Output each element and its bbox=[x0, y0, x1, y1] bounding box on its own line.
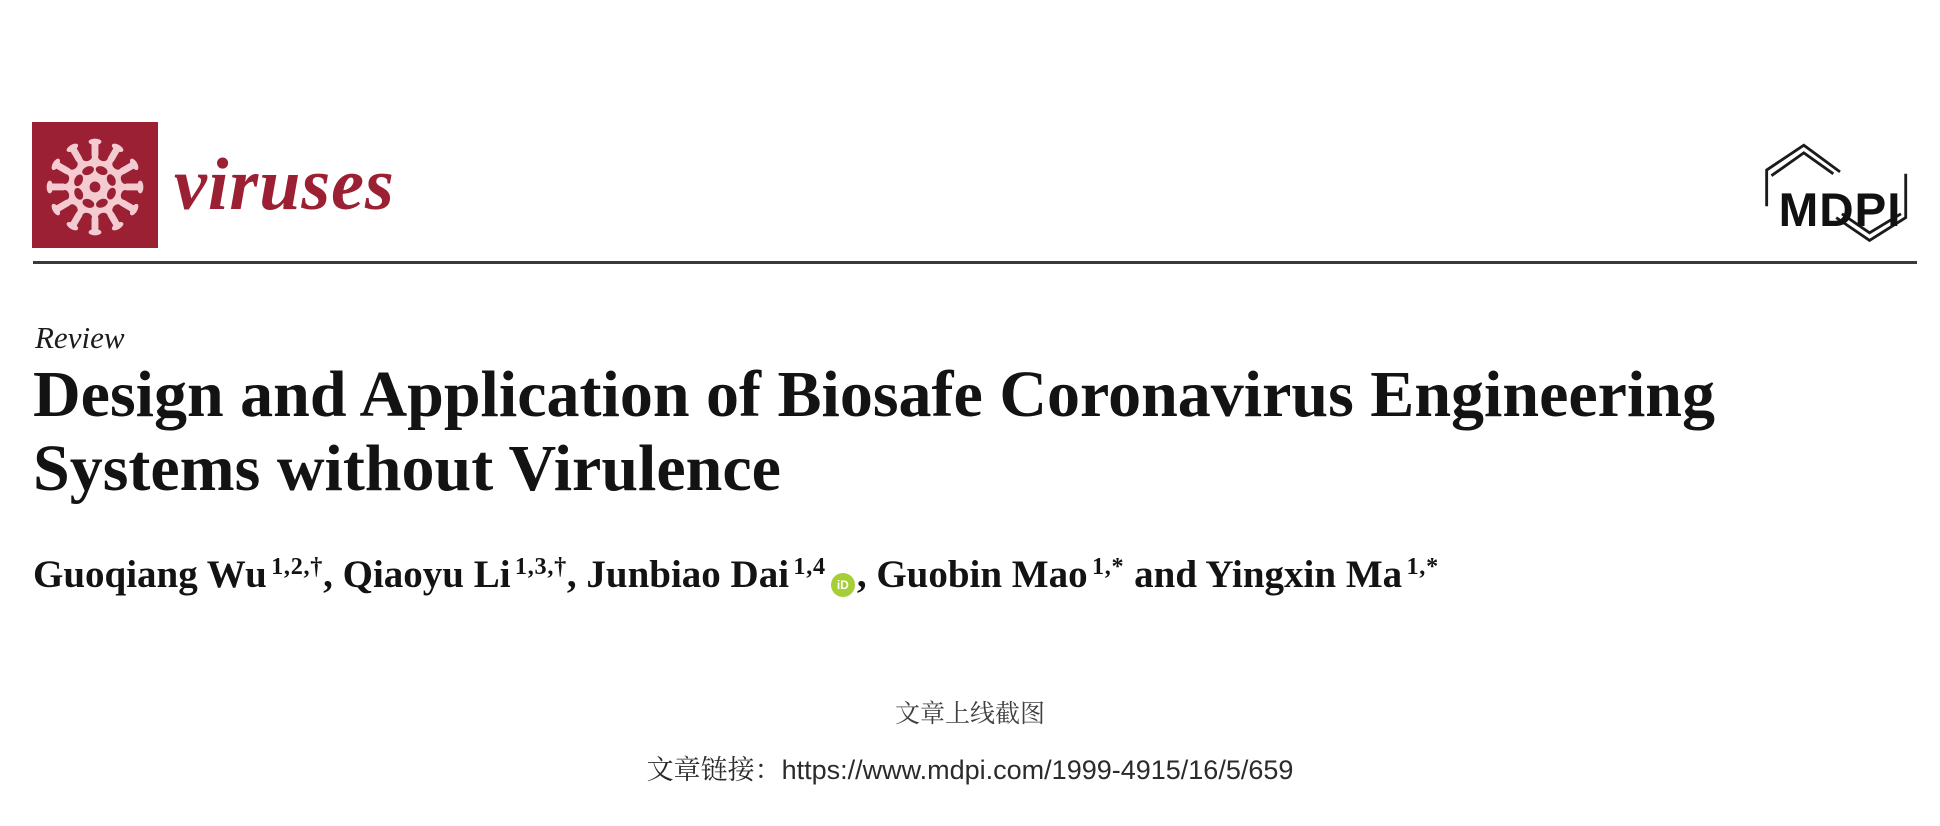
journal-banner bbox=[32, 122, 395, 248]
author-name: Qiaoyu Li bbox=[342, 553, 511, 596]
header-divider bbox=[33, 261, 1917, 264]
author-name: Guoqiang Wu bbox=[33, 553, 267, 596]
author-name: Yingxin Ma bbox=[1205, 553, 1403, 596]
article-title: Design and Application of Biosafe Coronavirus Engineering Systems without Virulence bbox=[33, 358, 1716, 505]
journal-name: viruses bbox=[174, 144, 395, 226]
author-affiliations: 1,* bbox=[1091, 553, 1125, 581]
author-separator: , bbox=[566, 553, 587, 596]
viruses-journal-logo bbox=[32, 122, 158, 248]
authors-line bbox=[33, 552, 1439, 597]
mdpi-hexagon-logo bbox=[1760, 132, 1920, 248]
article-link-line bbox=[0, 748, 1940, 787]
author-affiliations: 1,3,† bbox=[514, 553, 567, 581]
article-link-label: 文章链接： bbox=[646, 755, 782, 785]
article-url[interactable]: https://www.mdpi.com/1999-4915/16/5/659 bbox=[781, 755, 1294, 785]
author-separator: , bbox=[323, 553, 343, 596]
author-separator: and bbox=[1124, 553, 1206, 596]
mdpi-logo bbox=[1760, 132, 1920, 248]
author-affiliations: 1,2,† bbox=[271, 553, 324, 581]
mdpi-logo-text: MDPI bbox=[1778, 184, 1902, 238]
virus-icon bbox=[36, 126, 154, 244]
screenshot-caption: 文章上线截图 bbox=[894, 700, 1045, 728]
author-affiliations: 1,* bbox=[1406, 553, 1439, 581]
orcid-icon[interactable]: iD bbox=[831, 573, 855, 597]
author-affiliations: 1,4 bbox=[793, 553, 826, 581]
author-name: Junbiao Dai bbox=[586, 553, 790, 596]
author-separator: , bbox=[856, 553, 877, 596]
article-type-label: Review bbox=[35, 320, 125, 355]
author-name: Guobin Mao bbox=[876, 553, 1088, 596]
